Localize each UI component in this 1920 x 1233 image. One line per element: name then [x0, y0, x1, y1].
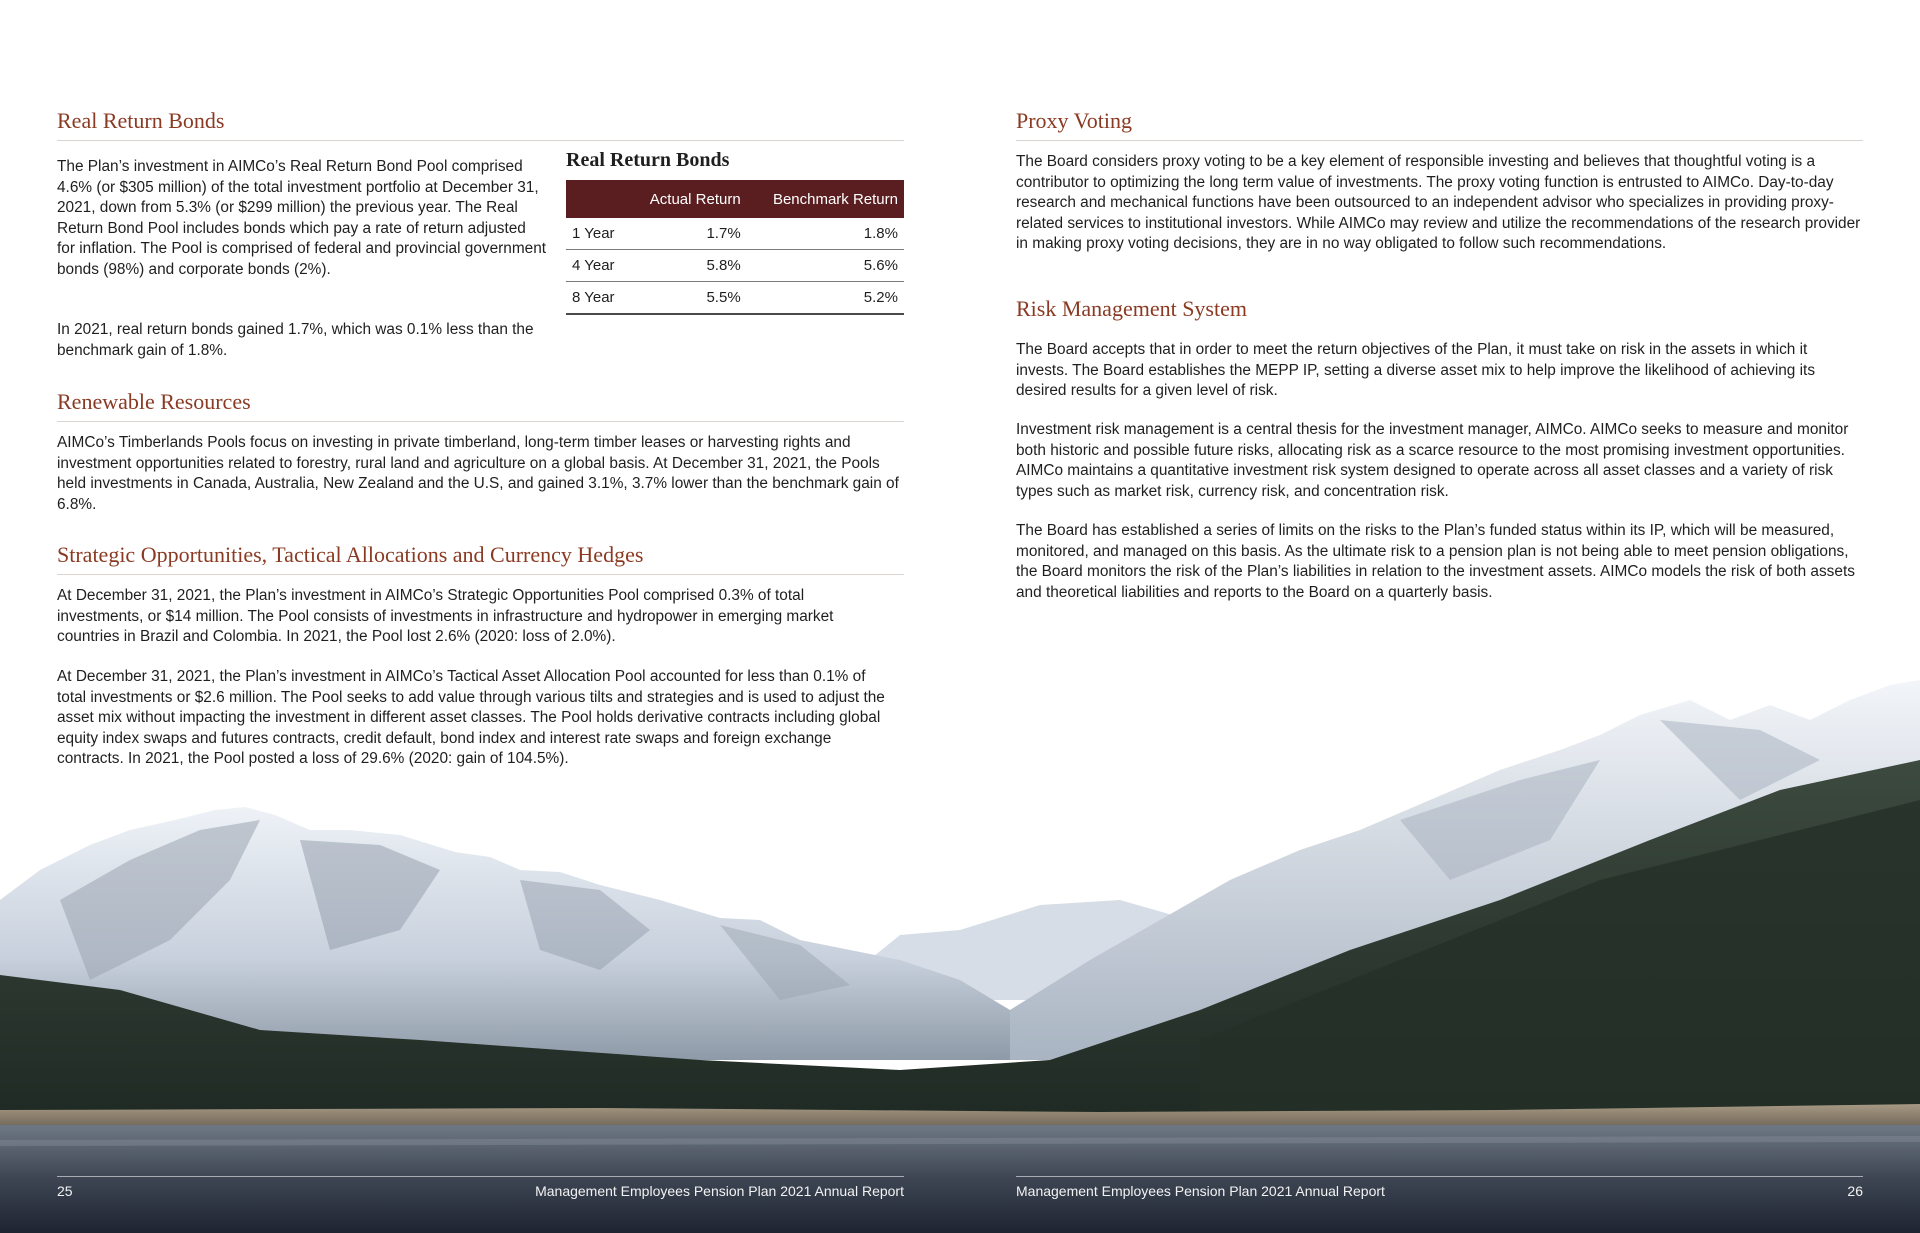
renewable-resources-heading: Renewable Resources — [57, 389, 904, 422]
tactical-allocation-paragraph: At December 31, 2021, the Plan’s investment in AIMCo’s Tactical Asset Allocation Pool accounted for less than 0.1% of total investments or $2.6 million. The Pool seeks to add value through various tilts and strategies and is used to adjust the asset mix without impacting the investment in different asset classes. The Pool holds derivative contracts including global equity index swaps and futures contracts, credit default, bond index and interest rate swaps and foreign exchange contracts. In 2021, the Pool posted a loss of 29.6% (2020: gain of 104.5%). — [57, 668, 885, 767]
column-header-benchmark-return: Benchmark Return — [747, 180, 904, 218]
risk-management-heading: Risk Management System — [1016, 296, 1247, 321]
page-number: 25 — [57, 1183, 73, 1199]
row-period: 4 Year — [566, 250, 629, 282]
risk-management-paragraph-1: The Board accepts that in order to meet the return objectives of the Plan, it must take on risk in the assets in which it invests. The Board establishes the MEPP IP, setting a diverse asset mix to help improve the likelihood of achieving its desired results for a given level of risk. — [1016, 341, 1816, 399]
strategic-opportunities-paragraph-1: At December 31, 2021, the Plan’s investment in AIMCo’s Strategic Opportunities Pool comprised 0.3% of total investments, or $14 million. The Pool consists of investments in infrastructure and hydropower in emerging market countries in Brazil and Colombia. In 2021, the Pool lost 2.6% (2020: loss of 2.0%). — [57, 587, 834, 645]
row-benchmark-return: 1.8% — [747, 218, 904, 250]
page-number: 26 — [1847, 1183, 1863, 1199]
table-header-row — [566, 180, 904, 218]
strategic-opportunities-heading: Strategic Opportunities, Tactical Allocations and Currency Hedges — [57, 542, 904, 575]
right-footer — [1016, 1176, 1863, 1205]
real-return-bonds-table-block — [566, 149, 904, 315]
column-header-actual-return: Actual Return — [629, 180, 747, 218]
real-return-bonds-table — [566, 180, 904, 315]
table-row — [566, 250, 904, 282]
row-benchmark-return: 5.6% — [747, 250, 904, 282]
real-return-bonds-paragraph-1: The Plan’s investment in AIMCo’s Real Return Bond Pool comprised 4.6% (or $305 million) of the total investment portfolio at December 31, 2021, down from 5.3% (or $299 million) the previous year. The Real Return Bond Pool includes bonds which pay a rate of return adjusted for inflation. The Pool is comprised of federal and provincial government bonds (98%) and corporate bonds (2%). — [57, 158, 547, 278]
proxy-voting-heading: Proxy Voting — [1016, 108, 1863, 141]
table-row — [566, 218, 904, 250]
footer-report-title: Management Employees Pension Plan 2021 Annual Report — [1016, 1183, 1385, 1199]
right-page — [1016, 0, 1863, 1233]
table-row — [566, 282, 904, 315]
row-actual-return: 5.5% — [629, 282, 747, 315]
column-header-period — [566, 180, 629, 218]
table-title: Real Return Bonds — [566, 149, 730, 171]
row-period: 1 Year — [566, 218, 629, 250]
real-return-bonds-heading: Real Return Bonds — [57, 108, 904, 141]
renewable-resources-paragraph: AIMCo’s Timberlands Pools focus on investing in private timberland, long-term timber leases or harvesting rights and investment opportunities related to forestry, rural land and agriculture on a global basis. At December 31, 2021, the Pools held investments in Canada, Australia, New Zealand and the U.S, and gained 3.1%, 3.7% lower than the benchmark gain of 6.8%. — [57, 434, 899, 513]
real-return-bonds-paragraph-2: In 2021, real return bonds gained 1.7%, which was 0.1% less than the benchmark gain of 1.8%. — [57, 321, 534, 359]
proxy-voting-paragraph: The Board considers proxy voting to be a key element of responsible investing and believes that thoughtful voting is a contributor to optimizing the long term value of investments. The proxy voting function is entrusted to AIMCo. Day-to-day research and mechanical functions have been outsourced to an independent advisor who specializes in providing proxy-related services to institutional investors. While AIMCo may review and utilize the recommendations of the research provider in making proxy voting decisions, they are in no way obligated to follow such recommendations. — [1016, 153, 1861, 252]
risk-management-paragraph-3: The Board has established a series of limits on the risks to the Plan’s funded status within its IP, which will be measured, monitored, and managed on this basis. As the ultimate risk to a pension plan is not being able to meet pension obligations, the Board monitors the risk of the Plan’s liabilities in relation to the investment assets. AIMCo models the risk of both assets and theoretical liabilities and reports to the Board on a quarterly basis. — [1016, 522, 1855, 601]
row-period: 8 Year — [566, 282, 629, 315]
footer-report-title: Management Employees Pension Plan 2021 Annual Report — [535, 1183, 904, 1199]
left-page — [57, 0, 904, 1233]
row-actual-return: 1.7% — [629, 218, 747, 250]
left-footer — [57, 1176, 904, 1205]
risk-management-paragraph-2: Investment risk management is a central thesis for the investment manager, AIMCo. AIMCo seeks to measure and monitor both historic and possible future risks, allocating risk as a scarce resource to the most promising investment opportunities. AIMCo maintains a quantitative investment risk system designed to operate across all asset classes and a variety of risk types such as market risk, currency risk, and concentration risk. — [1016, 421, 1849, 500]
row-actual-return: 5.8% — [629, 250, 747, 282]
row-benchmark-return: 5.2% — [747, 282, 904, 315]
